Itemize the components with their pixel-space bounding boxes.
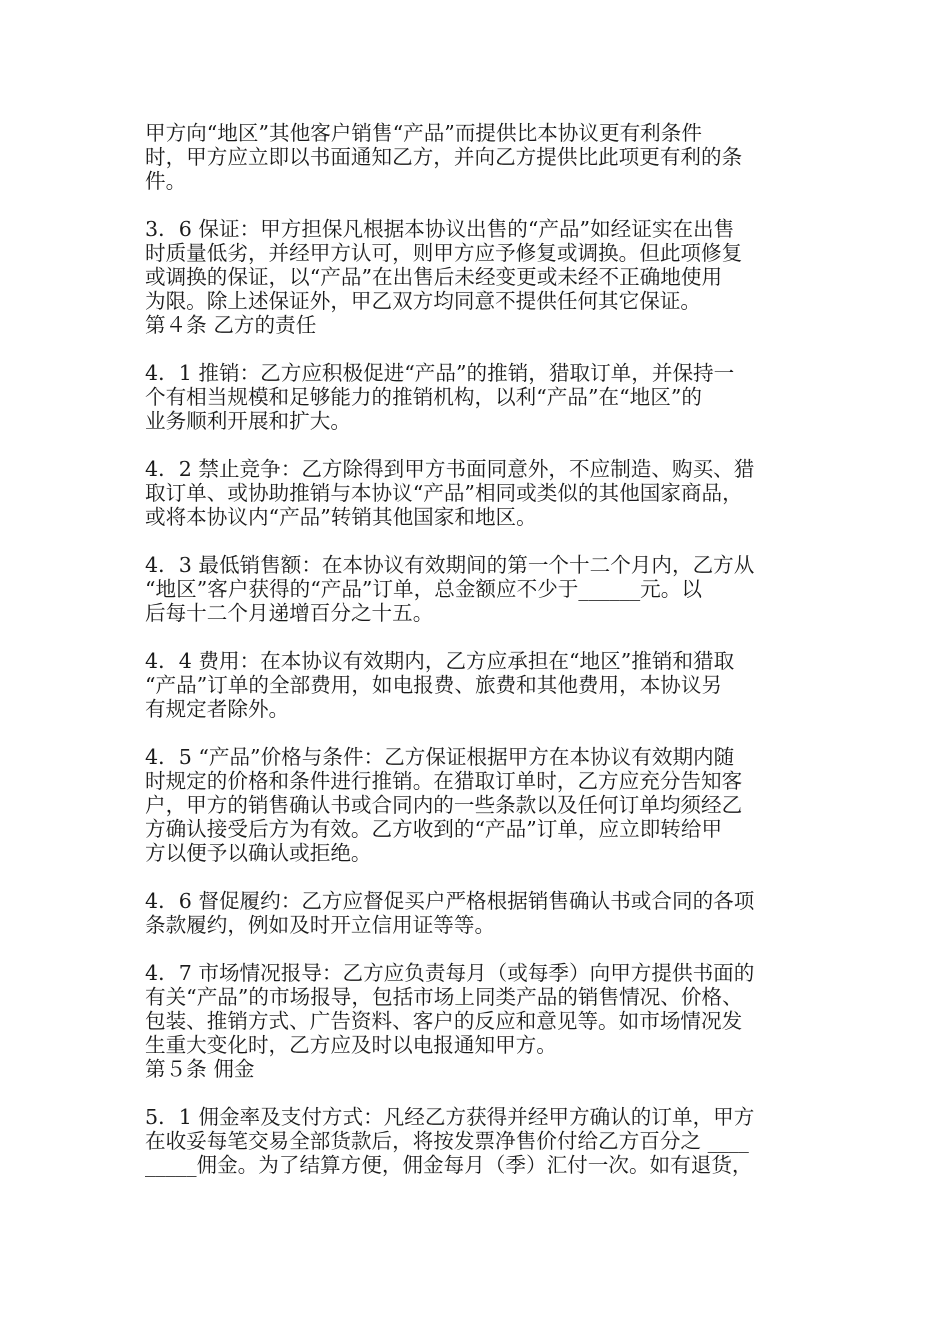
paragraph-spacer — [145, 865, 815, 889]
paragraph-more-favorable-terms: 甲方向“地区”其他客户销售“产品”而提供比本协议更有利条件 时，甲方应立即以书面通知乙方，并向乙方提供比此项更有利的条 件。 — [145, 121, 743, 193]
clause-4-5-price-and-terms: 4．5 “产品”价格与条件：乙方保证根据甲方在本协议有效期内随 时规定的价格和条件进行推销。在猎取订单时，乙方应充分告知客 户，甲方的销售确认书或合同内的一些条款以及任何订单均须经乙 方确认接受后方为有效。乙方收到的“产品”订单，应立即转给甲 方以便予以确认或拒绝。 — [145, 745, 743, 865]
clause-5-1-commission: 5．1 佣金率及支付方式：凡经乙方获得并经甲方确认的订单，甲方 在收妥每笔交易全部货款后，将按发票净售价付给乙方百分之 ____ _____佣金。为了结算方便，佣金每月（季）汇付一次。如有退货， — [145, 1105, 755, 1177]
article-4-heading: 第４条 乙方的责任 — [145, 313, 317, 337]
paragraph-spacer — [145, 625, 815, 649]
clause-4-4-expenses: 4．4 费用：在本协议有效期内，乙方应承担在“地区”推销和猎取 “产品”订单的全部费用，如电报费、旅费和其他费用，本协议另 有规定者除外。 — [145, 649, 735, 721]
document-body — [145, 121, 815, 1177]
paragraph-spacer — [145, 721, 815, 745]
clause-4-2-non-competition: 4．2 禁止竞争：乙方除得到甲方书面同意外，不应制造、购买、猎 取订单、或协助推销与本协议“产品”相同或类似的其他国家商品， 或将本协议内“产品”转销其他国家和地区。 — [145, 457, 755, 529]
clause-4-6-performance: 4．6 督促履约：乙方应督促买户严格根据销售确认书或合同的各项 条款履约，例如及时开立信用证等等。 — [145, 889, 755, 937]
paragraph-spacer — [145, 433, 815, 457]
clause-3-6-warranty: 3．6 保证：甲方担保凡根据本协议出售的“产品”如经证实在出售 时质量低劣，并经甲方认可，则甲方应予修复或调换。但此项修复 或调换的保证，以“产品”在出售后未经变更或未经不正确地使用 为限。除上述保证外，甲乙双方均同意不提供任何其它保证。 — [145, 217, 743, 313]
article-5-heading: 第５条 佣金 — [145, 1057, 255, 1081]
paragraph-spacer — [145, 529, 815, 553]
clause-4-7-market-report: 4．7 市场情况报导：乙方应负责每月（或每季）向甲方提供书面的 有关“产品”的市场报导，包括市场上同类产品的销售情况、价格、 包装、推销方式、广告资料、客户的反应和意见等。如市场情况发 生重大变化时，乙方应及时以电报通知甲方。 — [145, 961, 755, 1057]
paragraph-spacer — [145, 1081, 815, 1105]
paragraph-spacer — [145, 937, 815, 961]
paragraph-spacer — [145, 193, 815, 217]
paragraph-spacer — [145, 337, 815, 361]
clause-4-1-promotion: 4．1 推销：乙方应积极促进“产品”的推销，猎取订单，并保持一 个有相当规模和足够能力的推销机构，以利“产品”在“地区”的 业务顺利开展和扩大。 — [145, 361, 735, 433]
clause-4-3-minimum-sales: 4．3 最低销售额：在本协议有效期间的第一个十二个月内，乙方从 “地区”客户获得的“产品”订单，总金额应不少于______元。以 后每十二个月递增百分之十五。 — [145, 553, 755, 625]
